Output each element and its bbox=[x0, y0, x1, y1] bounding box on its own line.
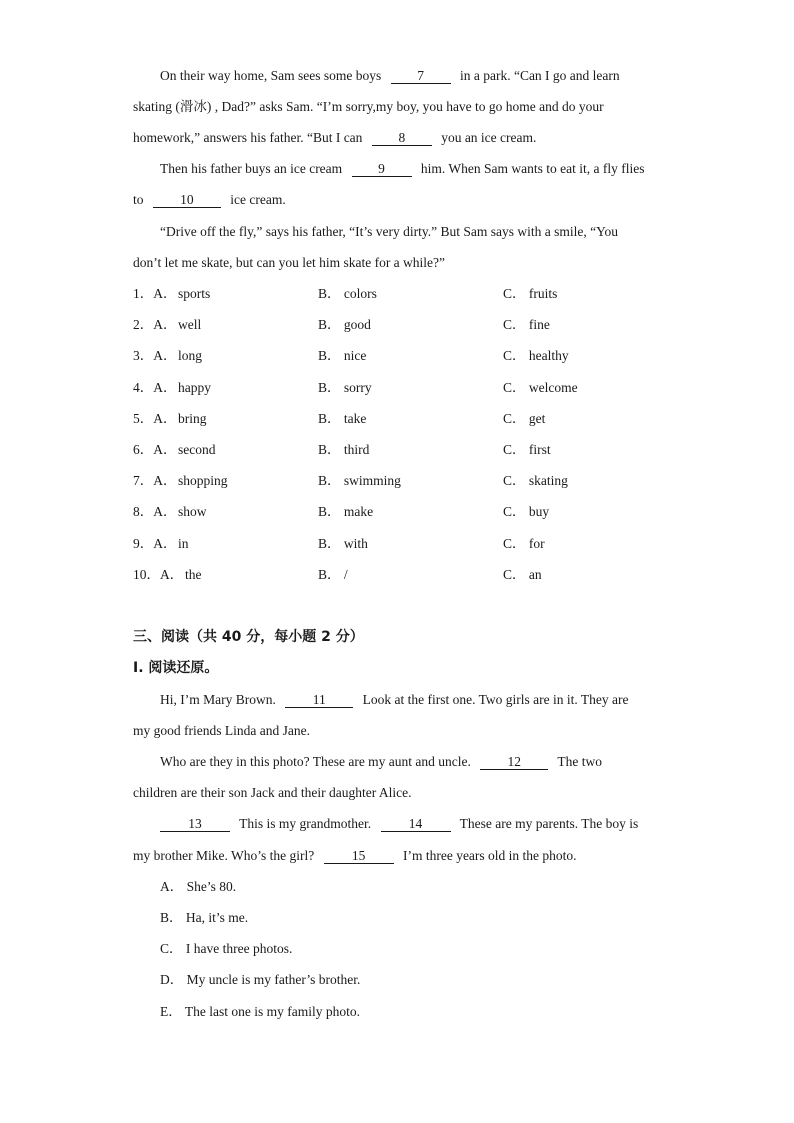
passage1-text: ice cream. bbox=[230, 192, 286, 207]
passage1-line bbox=[133, 191, 286, 209]
passage1-text: to bbox=[133, 192, 144, 207]
option-a: sports bbox=[178, 286, 211, 301]
blank-13: 13 bbox=[160, 817, 230, 832]
passage2-line bbox=[133, 847, 577, 865]
option-a: show bbox=[178, 504, 207, 519]
passage1-text: skating (滑冰) , Dad?” asks Sam. “I’m sorry,my boy, you have to go home and do your bbox=[133, 99, 604, 114]
option-c: C． fine bbox=[503, 317, 550, 332]
blank-7: 7 bbox=[391, 69, 451, 84]
option-c: C． buy bbox=[503, 504, 550, 519]
option-a: shopping bbox=[178, 473, 228, 488]
choice-item: E． The last one is my family photo. bbox=[160, 1004, 360, 1019]
passage2-text: Look at the first one. Two girls are in it. They are bbox=[362, 692, 629, 707]
passage2-line bbox=[160, 691, 628, 709]
passage1-line bbox=[160, 223, 618, 241]
passage1-text: On their way home, Sam sees some boys bbox=[160, 68, 382, 83]
option-number: 6．A． bbox=[133, 442, 177, 457]
option-number: 7．A． bbox=[133, 473, 177, 488]
passage2-text: my brother Mike. Who’s the girl? bbox=[133, 848, 315, 863]
passage2-text: Hi, I’m Mary Brown. bbox=[160, 692, 276, 707]
passage2-text: Who are they in this photo? These are my aunt and uncle. bbox=[160, 754, 471, 769]
passage1-text: homework,” answers his father. “But I can bbox=[133, 130, 363, 145]
passage1-text: you an ice cream. bbox=[441, 130, 537, 145]
blank-10: 10 bbox=[153, 193, 221, 208]
option-b: B． sorry bbox=[318, 380, 372, 395]
option-a: second bbox=[178, 442, 216, 457]
passage2-text: The two bbox=[557, 754, 603, 769]
passage2-line bbox=[133, 784, 412, 802]
blank-9: 9 bbox=[352, 162, 412, 177]
option-b: B． third bbox=[318, 442, 370, 457]
passage1-text: Then his father buys an ice cream bbox=[160, 161, 343, 176]
section-subtitle: I. 阅读还原。 bbox=[133, 660, 219, 676]
option-a: the bbox=[185, 567, 202, 582]
option-c: C． skating bbox=[503, 473, 568, 488]
passage2-line bbox=[133, 722, 310, 740]
option-number: 5．A． bbox=[133, 411, 177, 426]
option-c: C． get bbox=[503, 411, 546, 426]
option-c: C． for bbox=[503, 536, 545, 551]
blank-12: 12 bbox=[480, 755, 548, 770]
blank-8: 8 bbox=[372, 131, 432, 146]
passage2-text: my good friends Linda and Jane. bbox=[133, 723, 310, 738]
option-b: B． / bbox=[318, 567, 348, 582]
option-a: happy bbox=[178, 380, 211, 395]
option-a: bring bbox=[178, 411, 207, 426]
blank-15: 15 bbox=[324, 849, 394, 864]
option-b: B． with bbox=[318, 536, 368, 551]
passage2-line bbox=[160, 815, 638, 833]
passage2-text: These are my parents. The boy is bbox=[459, 816, 639, 831]
option-number: 9．A． bbox=[133, 536, 177, 551]
option-b: B． good bbox=[318, 317, 371, 332]
passage1-line bbox=[133, 98, 604, 116]
choice-item: B． Ha, it’s me. bbox=[160, 910, 249, 925]
option-b: B． colors bbox=[318, 286, 377, 301]
option-b: B． take bbox=[318, 411, 367, 426]
option-number: 1．A． bbox=[133, 286, 177, 301]
blank-14: 14 bbox=[381, 817, 451, 832]
passage1-text: “Drive off the fly,” says his father, “It’s very dirty.” But Sam says with a smile, “You bbox=[160, 224, 618, 239]
passage1-line bbox=[160, 160, 645, 178]
passage1-line bbox=[133, 129, 536, 147]
option-c: C． welcome bbox=[503, 380, 578, 395]
passage2-line bbox=[160, 753, 602, 771]
option-c: C． healthy bbox=[503, 348, 569, 363]
passage2-text: children are their son Jack and their daughter Alice. bbox=[133, 785, 412, 800]
passage1-line bbox=[160, 67, 620, 85]
option-number: 2．A． bbox=[133, 317, 177, 332]
section-title: 三、阅读（共 40 分，每小题 2 分） bbox=[133, 629, 364, 645]
option-number: 8．A． bbox=[133, 504, 177, 519]
option-number: 4．A． bbox=[133, 380, 177, 395]
passage1-text: don’t let me skate, but can you let him skate for a while?” bbox=[133, 255, 446, 270]
passage1-text: in a park. “Can I go and learn bbox=[459, 68, 620, 83]
passage2-text: This is my grandmother. bbox=[239, 816, 372, 831]
option-b: B． swimming bbox=[318, 473, 401, 488]
option-c: C． first bbox=[503, 442, 551, 457]
blank-11: 11 bbox=[285, 693, 353, 708]
option-c: C． an bbox=[503, 567, 542, 582]
passage2-text: I’m three years old in the photo. bbox=[402, 848, 577, 863]
passage1-line bbox=[133, 254, 445, 272]
choice-item: C． I have three photos. bbox=[160, 941, 293, 956]
passage1-text: him. When Sam wants to eat it, a fly flies bbox=[420, 161, 645, 176]
option-a: in bbox=[178, 536, 189, 551]
option-b: B． make bbox=[318, 504, 374, 519]
choice-item: D． My uncle is my father’s brother. bbox=[160, 972, 361, 987]
option-a: well bbox=[178, 317, 202, 332]
option-number: 10．A． bbox=[133, 567, 184, 582]
choice-item: A． She’s 80. bbox=[160, 879, 237, 894]
option-b: B． nice bbox=[318, 348, 367, 363]
option-number: 3．A． bbox=[133, 348, 177, 363]
option-c: C． fruits bbox=[503, 286, 558, 301]
option-a: long bbox=[178, 348, 203, 363]
